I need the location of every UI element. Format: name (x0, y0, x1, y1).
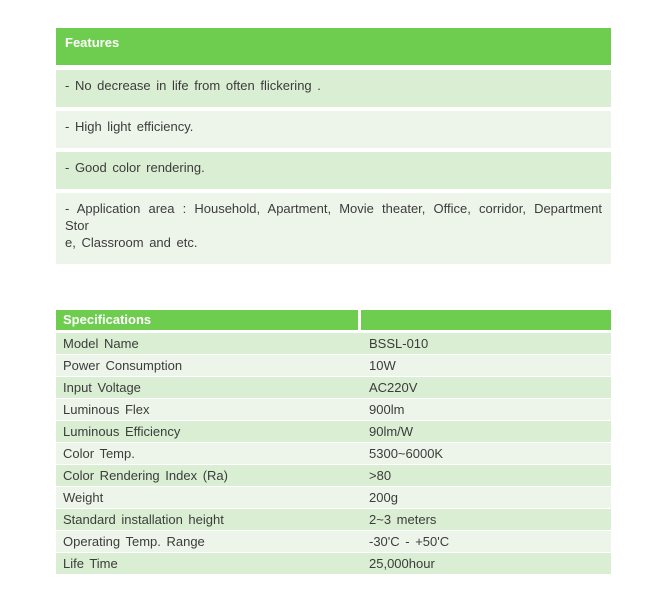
feature-row (56, 70, 611, 107)
content-area (56, 28, 611, 575)
feature-text: - Application area : Household, Apartment, Movie theater, Office, corridor, Department Stor (65, 201, 602, 233)
spec-label: Luminous Efficiency (63, 424, 181, 439)
specifications-section (56, 310, 611, 574)
spec-row (56, 553, 611, 574)
spec-label: Weight (63, 490, 104, 505)
spec-value: 5300~6000K (369, 446, 444, 461)
feature-text: - Good color rendering. (65, 160, 205, 175)
spec-row (56, 465, 611, 486)
spec-row (56, 355, 611, 376)
features-section (56, 28, 611, 264)
feature-row (56, 193, 611, 264)
specifications-title: Specifications (56, 310, 358, 330)
spec-label: Color Rendering Index (Ra) (63, 468, 228, 483)
spec-value: -30'C - +50'C (369, 534, 450, 549)
spec-row (56, 443, 611, 464)
spec-label: Operating Temp. Range (63, 534, 205, 549)
spec-value: 200g (369, 490, 398, 505)
spec-label: Standard installation height (63, 512, 224, 527)
spec-label: Power Consumption (63, 358, 183, 373)
spec-row (56, 421, 611, 442)
spec-row (56, 399, 611, 420)
spec-value: 900lm (369, 402, 405, 417)
spec-value: 2~3 meters (369, 512, 437, 527)
features-list (56, 70, 611, 264)
feature-row (56, 111, 611, 148)
feature-text: - No decrease in life from often flickering . (65, 78, 321, 93)
spec-label: Input Voltage (63, 380, 141, 395)
spec-label: Color Temp. (63, 446, 135, 461)
features-header (56, 28, 611, 65)
spec-label: Model Name (63, 336, 139, 351)
feature-text: - High light efficiency. (65, 119, 194, 134)
feature-text: e, Classroom and etc. (65, 235, 198, 250)
spec-value: 25,000hour (369, 556, 435, 571)
spec-row (56, 333, 611, 354)
spec-header-spacer-cell (361, 310, 611, 330)
spec-row (56, 509, 611, 530)
spec-value: AC220V (369, 380, 418, 395)
features-title: Features (65, 35, 120, 50)
spec-row (56, 531, 611, 552)
spec-row (56, 487, 611, 508)
spec-row (56, 377, 611, 398)
feature-row (56, 152, 611, 189)
spec-label: Life Time (63, 556, 118, 571)
spec-value: 10W (369, 358, 396, 373)
spec-value: >80 (369, 468, 392, 483)
spec-value: 90lm/W (369, 424, 414, 439)
specifications-header (56, 310, 611, 330)
spec-table (56, 333, 611, 574)
spec-value: BSSL-010 (369, 336, 429, 351)
spec-label: Luminous Flex (63, 402, 150, 417)
